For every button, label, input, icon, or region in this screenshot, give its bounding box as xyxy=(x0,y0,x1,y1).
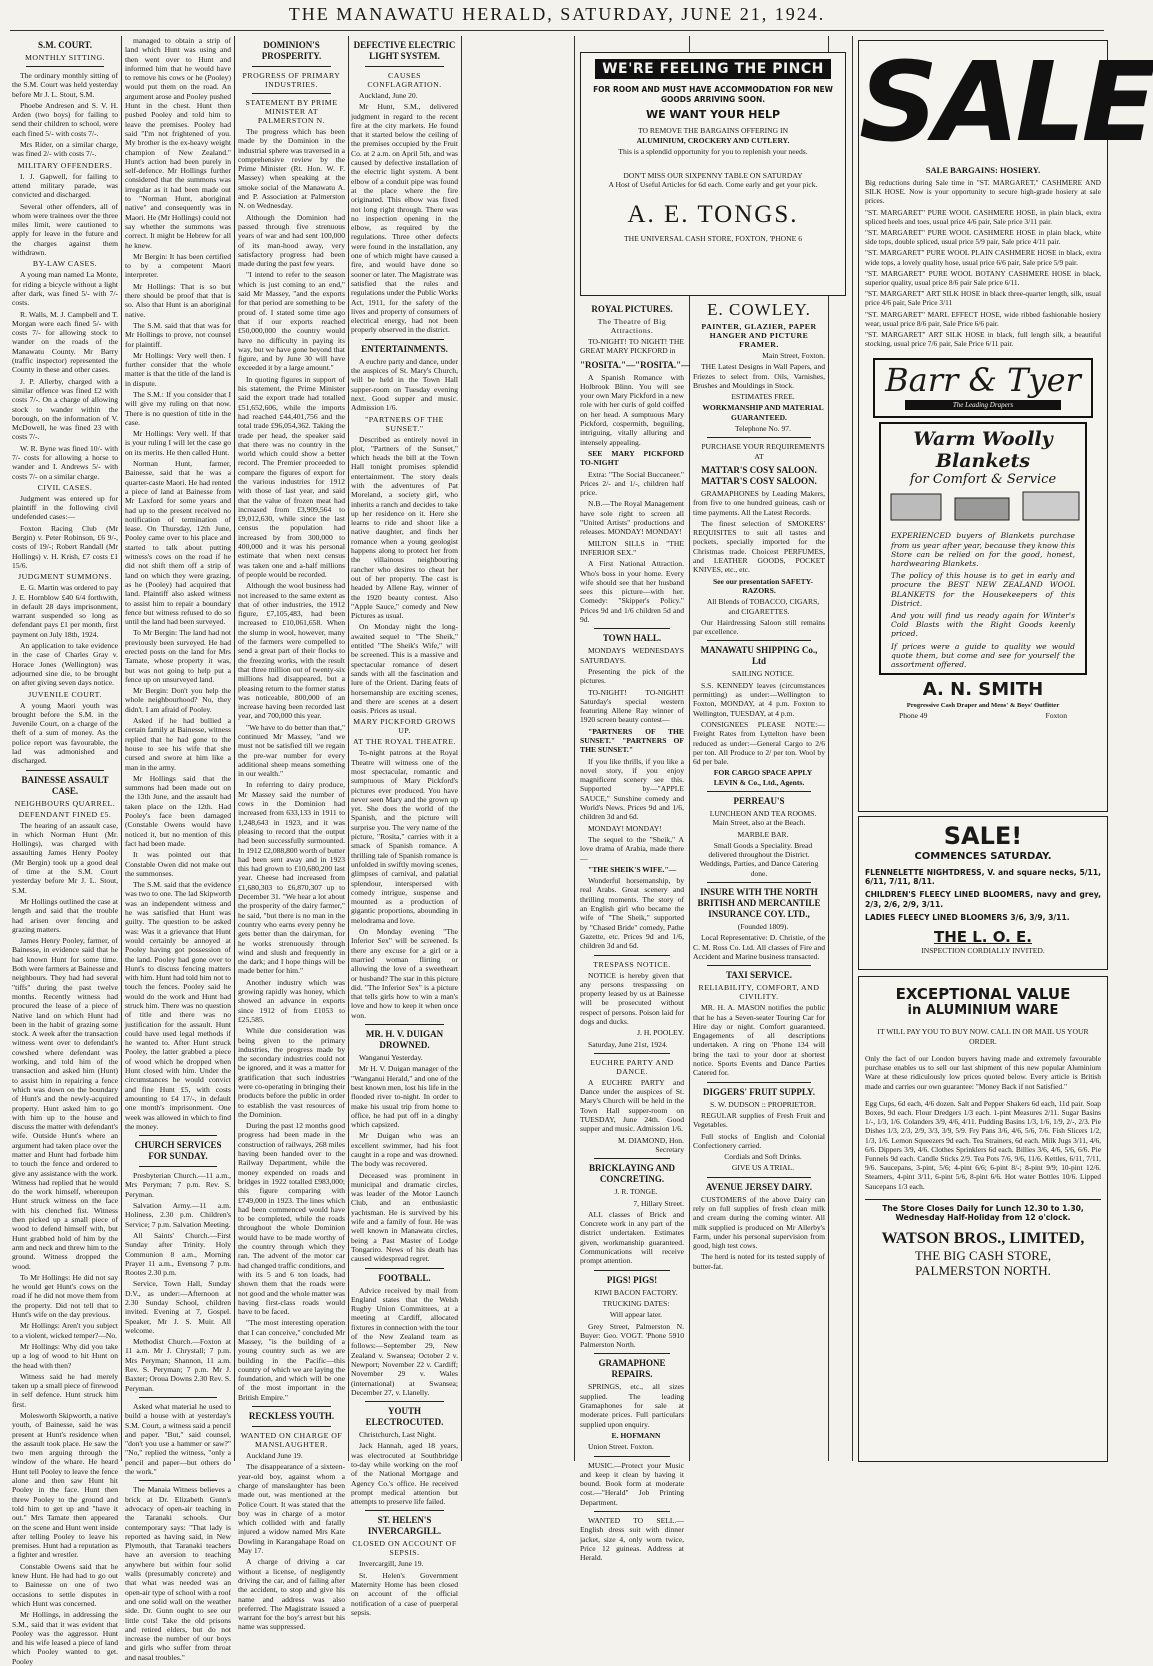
smith-contact xyxy=(859,711,1107,721)
paragraph: James Henry Pooley, farmer, of Bainesse, in evidence said that he had known Hunt for some time. Both were farmers at Bainesse and neighbours. They had had several "tiffs" during the past twelve months. Recently witness had procured the lease of a piece of Native land on which Hunt had been in the habit of grazing some stock. A week after the transaction witness went over to defendant's cowshed where defendant was working, and told him of the transaction and asked him (Hunt) to assist him in repairing a fence which was down on the boundary of Hunt's and the newly-acquired property. Hunt asked him to go with him up to the house and discuss the matter with defendant's wife. Outside Hunt's where an argument had taken place over the matter and Hunt had forbade him to touch the fence and ordered to give any assistance with the work. Witness had replied that he would do the work himself, whereupon Hunt struck witness on the face with his clenched fist. Witness then picked up a small piece of wood to defend himself with, but Hunt grabbed hold of him by the arm and neck and threw him to the ground. Witness dropped the wood. xyxy=(12,936,118,1271)
watson-title: EXCEPTIONAL VALUE xyxy=(895,985,1071,1003)
article-headline: PIGS! PIGS! xyxy=(606,1274,658,1285)
paragraph: Methodist Church.—Foxton at 11 a.m. Mr J. Chrystall; 7 p.m. Mrs Peryman; Shannon, 11 a.m. Rev. S. Peryman; 7 p.m. Mr J. Baxter; Oroua Downs 2.30 Rev. S. Peryman. xyxy=(125,1337,231,1393)
paragraph: SPRINGS, etc., all sizes supplied. The leading Gramaphones for sale at moderate prices. Full particulars supplied upon enquiry. xyxy=(580,1382,684,1429)
article-subhead: CLOSED ON ACCOUNT OF SEPSIS. xyxy=(352,1539,457,1558)
hosiery-item: "ST. MARGARET" ART SILK HOSE in black three-quarter length, silk, usual price 4/6 pair, Sale Price 3/11 xyxy=(865,289,1101,308)
section-heading: EUCHRE PARTY AND DANCE. xyxy=(590,1057,674,1076)
paragraph: A charge of driving a car without a license, of negligently driving the car, and of failing after the accident, to stop and give his name and address was also preferred. The Magistrate issued a warrant for the boy's arrest but his name was suppressed. xyxy=(238,1557,345,1632)
divider xyxy=(139,1166,217,1167)
column-rule xyxy=(121,36,122,1461)
divider xyxy=(252,1426,331,1427)
loe-commences: COMMENCES SATURDAY. xyxy=(914,851,1052,862)
divider xyxy=(707,965,811,966)
paragraph: Main Street, Foxton. xyxy=(762,351,825,360)
paragraph: I. J. Gapwell, for failing to attend military parade, was convicted and discharged. xyxy=(12,171,118,200)
section-heading: JUVENILE COURT. xyxy=(28,689,102,699)
column-rule xyxy=(234,36,235,1461)
paragraph: Service, Town Hall, Sunday D.V., as under:—Afternoon at 2.30 Sunday School, children invited. Evening at 7, Gospel. Speaker, Mr J. S. Muir. All welcome. xyxy=(125,1279,231,1335)
blanket-text: If prices were a guide to quality we would quote them, but come and see for yourself the assortment offered. xyxy=(891,641,1075,670)
paragraph: "PARTNERS OF THE SUNSET." "PARTNERS OF THE SUNSET." xyxy=(580,726,684,755)
paragraph: FOR CARGO SPACE APPLY LEVIN & Co., Ltd., Agents. xyxy=(713,768,813,787)
paragraph: TRUCKING DATES: xyxy=(602,1298,670,1308)
loe-item: CHILDREN'S FLEECY LINED BLOOMERS, navy and grey, 2/3, 2/6, 2/9, 3/11. xyxy=(865,890,1101,909)
tongs-name: A. E. TONGS. xyxy=(627,200,799,228)
film-title: "ROSITA."—"ROSITA."— xyxy=(580,359,691,370)
tongs-line: This is a splendid opportunity for you to replenish your needs. xyxy=(618,147,808,156)
paragraph: MR. H. A. MASON notifies the public that he has a Seven-seater Touring Car for Hire day or night. Comfort guaranteed. Engagements of all descriptions undertaken. A ring on 'Phone 134 will bring the taxi to your door at shortest notice. Sports Events and Dance Parties Catered for. xyxy=(693,1003,825,1078)
paragraph: An application to take evidence in the case of Charles Gray v. Horace Jones (Wellington) was adjourned sine die, to be brought on after giving seven days notice. xyxy=(12,641,118,688)
divider xyxy=(707,1082,811,1083)
paragraph: Mr Hollings: Very well then. I further consider that the whole matter is that the title of the land is in dispute. xyxy=(125,350,231,388)
divider xyxy=(594,955,670,956)
divider xyxy=(594,1158,670,1159)
paragraph: Mr Hollings: Why did you take up a log of wood to hit Hunt on the head with then? xyxy=(12,1341,118,1370)
paragraph: A Spanish Romance with Holbrook Blinn. You will see your own Mary Pickford in a new role with her curls of gold coiffed on her head. A sumptuous Mary Pickford, cospermith, beguiling, intriguing, vitally alluring and intensely appealing. xyxy=(580,372,684,447)
paragraph: Norman Hunt, farmer, Bainesse, said that he was a quarter-caste Maori. He had rented a piece of land at Bainesse from Mr Laxford for some years and had up to the present received no notification of termination of lease. On Thursday, 12th June, Pooley came over to his place and started to talk about putting witness's cows on the road if he did not shift them off a strip of land on which they were grazing, as he (Pooley) had acquired that land. Plaintiff also asked witness to assist him to repair a boundary fence but witness refused to do so until the land had been surveyed. xyxy=(125,459,231,627)
paragraph: E. G. Martin was ordered to pay J. E. Hornblow £40 6/4 forthwith, in default 28 days imprisonment, warrant suspended so long as defendant pays £1 per month, first payment on July 18th, 1924. xyxy=(12,583,118,639)
section-heading: MILITARY OFFENDERS. xyxy=(17,160,113,170)
column-rule xyxy=(461,36,462,1461)
divider xyxy=(707,1177,811,1178)
paragraph: Invercargill, June 19. xyxy=(359,1559,424,1569)
smith-town: Foxton xyxy=(1045,710,1067,720)
barr-tyer-logo xyxy=(873,358,1093,418)
blanket-box xyxy=(879,422,1087,675)
divider xyxy=(365,66,444,67)
divider xyxy=(365,1401,444,1402)
paragraph: Our Hairdressing Saloon still remains par excellence. xyxy=(693,617,825,637)
watson-hours: The Store Closes Daily for Lunch 12.30 to 1.30, Wednesday Half-Holiday from 12 o'clock. xyxy=(882,1203,1084,1223)
paragraph: "We have to do better than that," continued Mr Massey, "and we must not be satisfied till we regain the pre-war number for every additional sheep means something in our wealth." xyxy=(238,722,346,779)
paragraph: The sequel to the "Sheik," A love drama of Arabia, made there— xyxy=(580,834,684,863)
watson-sub: THE BIG CASH STORE, xyxy=(914,1247,1052,1263)
smith-phone: Phone 49 xyxy=(899,710,928,720)
tongs-line: A Host of Useful Articles for 6d each. Come early and get your pick. xyxy=(608,180,818,189)
paragraph: Mr Bergin: It has been certified to by a competent Maori interpreter. xyxy=(125,251,231,280)
article-subhead: MONTHLY SITTING. xyxy=(24,53,106,62)
article-headline: GRAMAPHONE REPAIRS. xyxy=(598,1358,666,1380)
blanket-pile xyxy=(1023,492,1079,520)
paragraph: While due consideration was being given to the primary industries, the progress made by the secondary industries could not be ignored, and it was a matter for gratification that such industries were co-operating in bringing their products before the public in order to establish the vast resources of the Dominion. xyxy=(238,1026,345,1119)
paragraph: Mr Hollings said that the summons had been made out on the 13th June, and the assault had taken place on the 12th. Had Pooley's face been damaged (Constable Owens would have noticed it, but no mention of this fact had been made. xyxy=(125,773,231,848)
paragraph: Advice received by mail from England states that the Welsh Rugby Union Committees, at a meeting at Cardiff, allocated fixtures in connection with the tour of the New Zealand team as follows:—September 29, New Zealand v. Swansea; October 2 v. Newport; November 22 v. Cardiff; November 29 v. Wales (international) at Swansea; December 27, v. Llanelly. xyxy=(351,1285,458,1397)
article-headline: FOOTBALL. xyxy=(378,1272,431,1283)
paragraph: Mr Duigan who was an excellent swimmer, had his foot caught in a rope and was drowned. The body was recovered. xyxy=(351,1131,458,1169)
hosiery-item: "ST. MARGARET" PURE WOOL CASHMERE HOSE, in plain black, extra spliced heels and toes, usual price 4/6 pair, Sale price 3/11 pair. xyxy=(865,207,1101,226)
column-6 xyxy=(693,300,825,1460)
paragraph: Wanganui Yesterday. xyxy=(359,1053,423,1063)
blanket-subtitle: for Comfort & Service xyxy=(909,472,1057,488)
paragraph: A EUCHRE PARTY and Dance under the auspices of St. Mary's Church will be held in the Town Hall supper-room on TUESDAY, June 24th. Good supper and music. Admission 1/6. xyxy=(580,1077,684,1134)
article-subhead: NEIGHBOURS QUARREL. xyxy=(14,798,116,808)
paragraph: A young Maori youth was brought before the S.M. in the Juvenile Court, on a charge of the theft of a sum of money. As the police report was favourable, the lad was admonished and discharged. xyxy=(12,700,118,766)
masthead xyxy=(0,4,1114,30)
paragraph: The disappearance of a sixteen-year-old boy, against whom a charge of manslaughter has been made out, was mentioned at the Police Court. It was stated that the boy was in charge of a motor which collided with and fatally injured a widow named Mrs Kate Dowling in Karangahape Road on May 17. xyxy=(238,1462,345,1556)
divider xyxy=(594,1353,670,1354)
paragraph: MONDAYS WEDNESDAYS SATURDAYS. xyxy=(580,646,684,665)
article-headline: AVENUE JERSEY DAIRY. xyxy=(705,1181,813,1192)
paragraph: Extra: "The Social Buccaneer." Prices 2/- and 1/-, children half price. xyxy=(580,469,684,498)
paragraph: A euchre party and dance, under the auspices of St. Mary's Church, will be held in the Town Hall supper-room on Tuesday evening next. Good supper and music. Admission 1/6. xyxy=(351,356,458,413)
newspaper-title: THE MANAWATU HERALD, SATURDAY, JUNE 21, 1924. xyxy=(288,4,826,24)
article-headline: TOWN HALL. xyxy=(602,633,662,644)
paragraph: Full stocks of English and Colonial Confectionery carried. xyxy=(693,1131,825,1150)
paragraph: M. DIAMOND, Hon. Secretary xyxy=(617,1135,684,1154)
divider xyxy=(594,1456,670,1457)
hosiery-list xyxy=(859,178,1107,348)
paragraph: S. W. DUDSON :: PROPRIETOR. xyxy=(710,1099,816,1109)
blanket-illustration xyxy=(885,488,1085,526)
hosiery-item: "ST. MARGARET" PURE WOOL PLAIN CASHMERE HOSE in black, extra wide tops, a lovely quality hose, usual price 6/6 pair, Sale price 5/9 pair. xyxy=(865,248,1101,267)
watson-name: WATSON BROS., LIMITED, xyxy=(881,1229,1085,1247)
paragraph: W. R. Byne was fined 10/- with 7/- costs for allowing a horse to wander and I. Andrews 5/- with costs 7/- on a similar charge. xyxy=(12,443,118,481)
column-rule xyxy=(574,36,575,1461)
paragraph: MARBLE BAR. xyxy=(737,829,789,839)
smith-trade: Progressive Cash Draper and Mens' & Boys' Outfitter xyxy=(906,702,1060,710)
paragraph: MONDAY! MONDAY! xyxy=(588,823,662,833)
tongs-line: TO REMOVE THE BARGAINS OFFERING IN xyxy=(637,126,789,135)
article-subhead: PROGRESS OF PRIMARY INDUSTRIES. xyxy=(242,71,341,89)
paragraph: To-night patrons at the Royal Theatre will witness one of the most spectacular, romantic and sumptuous of Mary Pickford's pictures ever produced. You have never seen Mary and the grown up yet. She does the world of the Spanish, and the picture will surprise you. The very name of the picture, "Rosita," carries with it a smack of Spanish romance. A thrilling tale of Spanish romance is unfolded in swiftly moving scenes, glimpses of carnival, and palatial splendour, interspersed with comedy intrigue, suspense and mounted as a production of gigantic proportions, abounding in melodrama and love. xyxy=(351,748,458,925)
paragraph: REGULAR supplies of Fresh Fruit and Vegetables. xyxy=(693,1110,825,1130)
hosiery-item: "ST. MARGARET" ART SILK HOSE in black, full length silk, a beautiful stocking, usual price 7/6 pair, Sale Price 6/11 pair. xyxy=(865,330,1101,349)
paragraph: Phoebe Andresen and S. V. H. Arden (two boys) for failing to send their children to school, were each fined 5/- with costs 7/-. xyxy=(12,100,118,138)
paragraph: A young man named La Monte, for riding a bicycle without a light after dark, was fined 5/- with 7/- costs. xyxy=(12,270,118,308)
paragraph: TO-NIGHT! TO NIGHT! THE GREAT MARY PICKFORD in xyxy=(580,337,684,356)
paragraph: SAILING NOTICE. xyxy=(731,669,794,679)
column-rule xyxy=(852,36,853,1461)
paragraph: J. R. TONGE. xyxy=(614,1187,658,1197)
blanket-pile xyxy=(891,494,941,520)
paragraph: Judgment was entered up for plaintiff in the following civil undefended cases:— xyxy=(12,493,118,522)
divider xyxy=(594,1511,670,1512)
paragraph: To Mr Hollings: He did not say he would get Hunt's cows on the road if he did not move them from the property. Did not tell that to Hunt's wife on the day previous. xyxy=(12,1272,118,1320)
paragraph: Mr Hollings outlined the case at length and said that the trouble had arisen over fencing and grazing matters. xyxy=(12,896,118,934)
paragraph: Witness said he had merely taken up a small piece of firewood in self defence. Hunt struck him first. xyxy=(12,1371,118,1409)
cowley-name: E. COWLEY. xyxy=(707,300,811,319)
divider xyxy=(365,1268,444,1269)
paragraph: E. HOFMANN xyxy=(611,1430,661,1440)
paragraph: The S.M. said that that was for Mr Hollings to prove, not counsel for plaintiff. xyxy=(125,320,231,349)
loe-sale: SALE! xyxy=(943,822,1023,850)
paragraph: The S.M.: If you consider that I will give my ruling on that now. There is no question of title in the case. xyxy=(125,389,231,427)
paragraph: Presbyterian Church.—11 a.m., Mrs Peryman; 7 p.m. Rev. S. Peryman. xyxy=(125,1171,231,1199)
article-headline: INSURE WITH THE NORTH BRITISH AND MERCANTILE INSURANCE COY. LTD., xyxy=(697,887,821,920)
loe-name: THE L. O. E. xyxy=(933,928,1033,947)
paragraph: Small Goods a Speciality. Bread delivered throughout the District. Weddings, Parties, and Dance Catering done. xyxy=(699,840,819,878)
masthead-rule xyxy=(10,30,1104,31)
divider xyxy=(252,93,331,94)
article-subhead: The Theatre of Big Attractions. xyxy=(597,317,667,335)
paragraph: Telephone No. 97. xyxy=(735,424,791,434)
tongs-address: THE UNIVERSAL CASH STORE, FOXTON, 'PHONE 6 xyxy=(623,233,802,243)
paragraph: GIVE US A TRIAL. xyxy=(731,1163,795,1173)
column-1 xyxy=(12,36,118,1666)
paragraph: MILTON SILLS in "THE INFERIOR SEX." xyxy=(580,538,684,557)
paragraph: Although the Dominion had passed through five strenuous years of war and had sent 100,000 of its man-hood away, very satisfactory progress had been made during the past few years. xyxy=(238,212,345,269)
paragraph: PURCHASE YOUR REQUIREMENTS AT xyxy=(701,442,825,461)
paragraph: Auckland June 19. xyxy=(246,1451,303,1461)
article-headline: PERREAU'S xyxy=(733,795,785,806)
paragraph: Mr Hunt, S.M., delivered judgment in regard to the recent fire at the city markets. He found that it started below the ceiling of the premises occupied by the Fruit Co. at 2 a.m. on April 5th, and was caused by defective installation of the electric light system. A bent elbow of a conduit pipe was found at the place where the fire originated. This elbow was fixed not long right through. There was no inspection opening in the elbow, as required by the regulations. Three other defects were found in the installation, any one of which might have caused a fire, and would have done so sooner or later. The Magistrate was satisfied that the rules and regulations under the Public Works Act, 1911, for the safety of the lives and property of consumers of electrical energy, had not been properly observed in the district. xyxy=(351,102,458,335)
paragraph: J. P. Allerby, charged with a similar offence was fined £2 with costs 7/-. On a charge of allowing stock to wander within the borough, on the information of V. McDowell, he was fined 23 with costs 7/-. xyxy=(12,376,118,442)
paragraph: Mr Hollings: Very well. If that is your ruling I will let the case go on its merits. He then called Hunt. xyxy=(125,429,231,457)
article-subhead: RELIABILITY, COMFORT, AND CIVILITY. xyxy=(698,983,820,1002)
article-headline: ENTERTAINMENTS. xyxy=(361,343,448,354)
paragraph: CUSTOMERS of the above Dairy can rely on full supplies of fresh clean milk and cream during the coming winter. All milk supplied is produced on Mr Allerby's Farm, under his personal supervision from good, high test cows. xyxy=(693,1194,825,1251)
paragraph: Salvation Army.—11 a.m. Holiness, 2.30 p.m. Children's Service; 7 p.m. Salvation Meeting. xyxy=(125,1201,231,1229)
watson-lead: IT WILL PAY YOU TO BUY NOW. CALL IN OR MAIL US YOUR ORDER. xyxy=(877,1027,1089,1046)
paragraph: The ordinary monthly sitting of the S.M. Court was held yesterday before Mr J. L. Stout, S.M. xyxy=(12,71,118,99)
paragraph: CONSIGNEES PLEASE NOTE:—Freight Rates from Lyttelton have been reduced as under:—General Cargo to 2/6 per ton. All Produce to 2/ per ton. Wool by 6d per bale. xyxy=(693,719,825,767)
paragraph: Asked if he had bullied a certain family at Bainesse, witness replied that he had gone to the house to see his wife that she cursed and swore at him like a man in the army. xyxy=(125,716,231,772)
paragraph: The progress which has been made by the Dominion in the industrial sphere was traversed in a comprehensive review by the Prime Minister (Rt. Hon. W. F. Massey) when speaking at the smoke social of the Manawatu A. and P. Association at Palmerston N. on Wednesday. xyxy=(238,127,345,211)
paragraph: Christchurch, Last Night. xyxy=(359,1430,437,1440)
paragraph: The Manaia Witness believes a brick at Dr. Elizabeth Gunn's advocacy of open-air teaching in the Taranaki schools. Our contemporary says: "That lady is reported as having said, in New Plymouth, that Taranaki teachers have an aversion to teaching anywhere but within four solid walls (presumably concrete) and that what was needed was an open-air type of school with a roof and one solid wall on the weather side. Dr. Gunn ought to see our little cots! Take the old prisons and retired elders, but do not increase the number of our boys and girls who suffer from throat and nasal troubles." xyxy=(125,1485,231,1662)
divider xyxy=(594,1053,670,1054)
paragraph: The hearing of an assault case, in which Norman Hunt (Mr. Hollings), was charged with assaulting James Henry Pooley (Mr Bergin) took up a good deal of time at the S.M. Court yesterday before Mr J. L. Stout, S.M. xyxy=(12,820,118,895)
paragraph: J. H. POOLEY. xyxy=(637,1028,684,1038)
paragraph: Presenting the pick of the pictures. xyxy=(580,666,684,686)
paragraph: To Mr Bergin: The land had not previously been surveyed. He had erected posts on the land for Mrs Tamate, whose property it was, but was not going to help put a fence up on unsurveyed land. xyxy=(125,628,231,684)
divider xyxy=(139,1135,217,1136)
paragraph: Auckland, June 20. xyxy=(359,91,418,100)
paragraph: Constable Owens said that he knew Hunt. He had had to go out to Bainesse on one of two occasions to settle disputes in which Hunt was concerned. xyxy=(12,1561,118,1608)
article-headline: TAXI SERVICE. xyxy=(725,970,793,981)
section-heading: TRESPASS NOTICE. xyxy=(593,959,671,969)
paragraph: Mr Hollings: That is so but there should be proof that that is so. Also that Hunt is an aboriginal native. xyxy=(125,281,231,319)
tongs-line: DON'T MISS OUR SIXPENNY TABLE ON SATURDAY xyxy=(623,170,803,180)
paragraph: Foxton Racing Club (Mr Bergin) v. Peter Robinson, £6 9/-, costs of 19/-; Robert Randall (Mr Hollings) v. H. Krish, £7 costs £1 15/6. xyxy=(12,523,118,570)
paragraph: Mr Hollings, in addressing the S.M., said that it was evident that Pooley was the aggressor. Hunt and his wife leased a piece of land which Pooley wanted to get. Pooley xyxy=(12,1610,118,1666)
paragraph: In quoting figures in support of his statement, the Prime Minister said the export trade had totalled £51,652,606, while the imports had reached £44,401,756 and the total trade £96,054,362. Taking the trade per head, the speaker said that there was no country in the world which could show a better record. The Premier proceeded to compare the figures of export for the various industries for 1912 with those of last year, and said that the value of frozen meat had increased from £3,909,564 to £9,012,630, while since the last census the population had increased by from 300,000 to 400,000 and it was his personal estimate that when next census was taken one and a-half millions of people would be recorded. xyxy=(238,374,345,579)
paragraph: The herd is noted for its tested supply of butter-fat. xyxy=(693,1252,825,1271)
divider xyxy=(252,66,331,67)
blanket-text: EXPERIENCED buyers of Blankets purchase from us year after year, because they know this Store can be relied on for the good, honest, hardwearing Blankets. xyxy=(891,531,1075,569)
section-heading: MARY PICKFORD GROWS UP. xyxy=(353,717,456,736)
paragraph: (Founded 1809). xyxy=(737,922,789,932)
paragraph: Jack Hannah, aged 18 years, was electrocuted at Southbridge to-day while working on the roof of the National Mortgage and Agency Co.'s office. He received prompt medical attention but attempts to preserve life failed. xyxy=(351,1441,458,1507)
paragraph: Grey Street, Palmerston N. Buyer: Geo. VOGT. 'Phone 5910 Palmerston North. xyxy=(580,1321,684,1350)
divider xyxy=(707,437,811,438)
paragraph: LUNCHEON AND TEA ROOMS. Main Street, also at the Beach. xyxy=(709,808,817,828)
article-headline: BAINESSE ASSAULT CASE. xyxy=(21,774,109,796)
paragraph: WORKMANSHIP AND MATERIAL GUARANTEED. xyxy=(702,403,824,422)
loe-invite: INSPECTION CORDIALLY INVITED. xyxy=(921,946,1045,956)
section-heading: CIVIL CASES. xyxy=(37,482,93,492)
article-headline: ROYAL PICTURES. xyxy=(591,304,673,314)
divider xyxy=(26,66,104,67)
column-2 xyxy=(125,36,231,1662)
hosiery-item: "ST. MARGARET" PURE WOOL CASHMERE HOSE in plain black, white side tops, double spliced, usual price 5/9 pair, Sale price 4/11 pair. xyxy=(865,228,1101,247)
blanket-text: And you will find us ready again for Winter's Cold Blasts with the Right Goods keenly priced. xyxy=(891,611,1075,639)
paragraph: All Blends of TOBACCO, CIGARS, and CIGARETTES. xyxy=(706,597,820,616)
divider xyxy=(139,1397,217,1398)
cowley-trade: PAINTER, GLAZIER, PAPER HANGER AND PICTURE FRAMER. xyxy=(701,322,817,349)
paragraph: The finest selection of SMOKERS' REQUISITES to suit all tastes and pockets, specially imported for the Christmas trade. Choicest PERFUMES, and LEATHER GOODS, POCKET KNIVES, etc., etc. xyxy=(693,518,825,575)
loe-item: LADIES FLEECY LINED BLOOMERS 3/6, 3/9, 3/11. xyxy=(865,912,1070,922)
hosiery-item: "ST. MARGARET" MARL EFFECT HOSE, wide ribbed fashionable hosiery wear, usual price 8/6 pair, Sale Price 6/6 pair. xyxy=(865,309,1101,328)
section-heading: BY-LAW CASES. xyxy=(32,259,98,269)
loe-advert xyxy=(858,816,1108,970)
watson-advert xyxy=(858,976,1108,1462)
divider xyxy=(365,339,444,340)
divider xyxy=(365,1510,444,1511)
column-3 xyxy=(238,36,346,1632)
paragraph: "I intend to refer to the season which is just coming to an end," said Mr Massey, "and the exports for that period are something to be proud of. I stated some time ago that if our exports reached £50,000,000 the country would have no difficulty in paying its way, but we have gone beyond that figure, and by June 30 will have exceeded it by a large amount." xyxy=(238,270,345,373)
divider xyxy=(252,1406,331,1407)
paragraph: S.S. KENNEDY leaves (circumstances permitting) as under:—Wellington to Foxton, MONDAY, at 4 p.m. Foxton to Wellington, TUESDAY, at 4 p.m. xyxy=(693,680,825,718)
section-heading: AT THE ROYAL THEATRE. xyxy=(353,737,456,747)
paragraph: On Monday night the long-awaited sequel to "The Sheik," entitled "The Sheik's Wife," will be screened. This is a massive and spectacular romance of desert sands with all the fascination and lure of the Orient. Daring feats of horsemanship are exciting scenes, and there are scenes at a desert oasis. Prices as usual. xyxy=(351,622,458,716)
logo-script: Barr & Tyer xyxy=(885,361,1081,400)
tongs-line: ALUMINIUM, CROCKERY AND CUTLERY. xyxy=(636,135,790,145)
paragraph: Mr Hollings: Aren't you subject to a violent, wicked temper?—No. xyxy=(12,1321,118,1340)
tongs-advert xyxy=(580,52,846,296)
article-headline: MR. H. V. DUIGAN DROWNED. xyxy=(365,1029,444,1051)
paragraph: Union Street. Foxton. xyxy=(588,1442,654,1452)
article-headline: DEFECTIVE ELECTRIC LIGHT SYSTEM. xyxy=(353,40,456,61)
paragraph: All Saints' Church.—First Sunday after Trinity. Holy Communion 8 a.m., Morning Prayer 11 a.m., Evensong 7 p.m. Rootes 2.30 p.m. xyxy=(125,1230,231,1278)
logo-tagline: The Leading Drapers xyxy=(905,400,1061,410)
divider xyxy=(594,1270,670,1271)
hosiery-title: SALE BARGAINS: HOSIERY. xyxy=(925,165,1041,175)
paragraph: Mrs Rider, on a similar charge, was fined 2/- with costs 7/-. xyxy=(12,140,118,159)
paragraph: On Monday evening "The Inferior Sex" will be screened. Is there any excuse for a girl or a married woman flirting or allowing the love of a sweetheart or husband? The star in this picture did. "The Inferior Sex" is a picture that tells girls how to win a man's love and how to keep it when once won. xyxy=(351,927,458,1020)
paragraph: During the past 12 months good progress had been made in the construction of railways, 268 miles having been handed over to the Railway Department, while the money expended on roads and bridges in 1922 totalled £983,000; this figure comparing with £749,000 in 1923. The lines which had been commenced would have to be completed, while the roads throughout the whole Dominion would have to be made worthy of the country through which they ran. The advent of the motor car had changed traffic conditions, and with its 5 and 6 ton loads, had shown them that the roads were not good and the whole matter was having first-class roads would have to be faced. xyxy=(238,1121,345,1317)
article-headline: MANAWATU SHIPPING Co., Ltd xyxy=(700,645,818,667)
divider xyxy=(594,628,670,629)
watson-paragraph: Only the fact of our London buyers having made and extremely favourable purchase enables us to sell our last shipment of this new popular Aluminium Ware at these ridiculously low prices quoted below. Every article is British made and carries our own guarantee: "Money Back if not Satisfied." xyxy=(865,1054,1101,1091)
paragraph: ESTIMATES FREE. xyxy=(731,392,795,402)
article-subhead: CAUSES CONFLAGRATION. xyxy=(367,71,442,89)
article-headline: DIGGERS' FRUIT SUPPLY. xyxy=(703,1086,815,1097)
paragraph: Cordials and Soft Drinks. xyxy=(724,1152,802,1162)
article-subhead: WANTED ON CHARGE OF MANSLAUGHTER. xyxy=(240,1431,343,1450)
divider xyxy=(707,640,811,641)
paragraph: Although the wool business had not increased to the same extent as that of other industries, the 1912 figure, £7,105,483, had been increased to £10,061,658. When the slump in wool, however, many of the farmers were compelled to send a great part of their flocks to the freezing works, with the result that three million out of twenty-six millions had disappeared, but a pleasing return to the former status was noticeable, 800,000 of an increase having been recorded last year, and 700,000 this year. xyxy=(238,581,345,721)
section-heading: JUDGMENT SUMMONS. xyxy=(18,572,112,582)
paragraph: SEE MARY PICKFORD TO-NIGHT xyxy=(580,448,684,468)
paragraph: Saturday, June 21st, 1924. xyxy=(588,1039,668,1049)
paragraph: See our presentation SAFETY-RAZORS. xyxy=(712,576,814,595)
article-subhead: DEFENDANT FINED £5. xyxy=(18,809,112,819)
article-headline: YOUTH ELECTROCUTED. xyxy=(365,1406,444,1428)
smith-advert xyxy=(858,38,1153,812)
paragraph: R. Walls, M. J. Campbell and T. Morgan were each fined 5/- with costs 7/- for allowing stock to wander on the roads of the Manawatu County. Mr Barry (traffic inspector) represented the County in these and other cases. xyxy=(12,309,118,375)
paragraph: Will appear later. xyxy=(609,1310,663,1320)
paragraph: Molesworth Skipworth, a native youth, of Bainesse, said he was present at Hunt's residence when the assault took place. He saw the two men arguing through the window of the whare. He heard Hunt tell Pooley to leave the fence alone and then saw Hunt hit Pooley in the face. Hunt then threw Pooley to the ground and told him to get up and "have it out." Mrs Tamate then appeared on the scene and Hunt went inside after telling Pooley to leave his premises. Hunt had a reputation as a fighter and wrestler. xyxy=(12,1411,118,1560)
section-heading: "PARTNERS OF THE SUNSET." xyxy=(365,414,444,433)
watson-sub: PALMERSTON NORTH. xyxy=(915,1262,1051,1278)
article-subhead: STATEMENT BY PRIME MINISTER AT PALMERSTON N. xyxy=(245,98,338,125)
paragraph: Another industry which was growing rapidly was honey, which showed an advance in exports since 1912 of from £1053 to £25,585. xyxy=(238,977,345,1024)
hosiery-item: "ST. MARGARET" PURE WOOL BOTANY CASHMERE HOSE in black, superior quality, usual price 8/6 pair Sale price 6/11. xyxy=(865,268,1101,288)
paragraph: If you like thrills, if you like a novel story, if you enjoy magnificent scenery see this. Supported by—"APPLE SAUCE," Sunshine comedy and World's News. Prices 9d and 1/6, children 3d and 6d. xyxy=(580,756,684,822)
article-headline: BRICKLAYING AND CONCRETING. xyxy=(589,1163,675,1185)
paragraph: A First National Attraction. Who's boss in your home. Every wife should see that her husband sees this picture—with her. Comedy: "Skipper's Policy." Prices 9d and 1/6 children 5d and 9d. xyxy=(580,559,684,625)
paragraph: In referring to dairy produce, Mr Massey said the number of cows in the Dominion had increased from 633,133 in 1911 to 1,248,643 in 1923, and it was pleasing to record that the output had been successfully surmounted. In 1912 £2,088,800 worth of butter had been sent away and in 1923 this had grown to £10,680,200 last year. Cheese had increased from £1,680,303 to £6,870,307 up to December 31. "We hear a lot about the prosperity of the dairy farmer," he said, "but there is no man in the country who earns every penny he gets better than the dairyman, for he works strenuously through wind and slush and frequently in the dark; and I hope things will be made better for him." xyxy=(238,780,345,976)
hosiery-item: Big reductions during Sale time in "ST. MARGARET," CASHMERE AND SILK HOSE. Now is your opportunity to secure high-grade hosiery at sale prices. xyxy=(865,178,1101,206)
article-headline: MATTAR'S COSY SALOON. MATTAR'S COSY SALOON. xyxy=(701,464,817,486)
paragraph: Asked what material he used to build a house with at yesterday's S.M. Court, a witness said a pencil and paper. "But," said counsel, "don't you use a hammer or saw?" "No," replied the witness, "only a pencil and paper—but others do the work." xyxy=(125,1401,231,1477)
paragraph: MUSIC.—Protect your Music and keep it clean by having it bound. Book form at moderate cost.—"Herald" Job Printing Department. xyxy=(580,1460,684,1507)
paragraph: Deceased was prominent in municipal and dramatic circles, was leader of the Motor Launch Club, and an enthusiastic yachtsman. He is survived by his wife and a family of four. He was well known in Manawatu circles, being a Past Master of Lodge Tongariro. News of his death has caused widespread regret. xyxy=(351,1170,458,1264)
divider xyxy=(707,791,811,792)
tongs-line: FOR ROOM AND MUST HAVE ACCOMMODATION FOR NEW GOODS ARRIVING SOON. xyxy=(593,85,833,104)
sale-logo: SALE xyxy=(859,38,1153,166)
article-headline: DOMINION'S PROSPERITY. xyxy=(261,40,322,61)
divider xyxy=(26,770,104,771)
paragraph: Described as entirely novel in plot, "Partners of the Sunset," which heads the bill at the Town Hall tonight promises splendid entertainment. The story deals with the adventures of Pat Moreland, a society girl, who inherits a ranch and decides to take up her residence on it. Here she learns to ride and shoot like a native daughter, and finds her romance when a young geologist happens along to protect her from the villainous neighbouring rancher who desires to cheat her out of her property. The cast is headed by Allene Ray, winner of the 1920 beauty contest. Also "Apple Sauce," comedy and New Pictures as usual. xyxy=(351,434,458,621)
paragraph: Several other offenders, all of whom were trainees over the three miles limit, were cautioned to apply for leave in the future and the charges against them withdrawn. xyxy=(12,201,118,258)
loe-item: FLENNELETTE NIGHTDRESS, V. and square necks, 5/11, 6/11, 7/11, 8/11. xyxy=(865,868,1101,887)
paragraph: managed to obtain a strip of land which Hunt was using and then went over to Hunt and informed him that he would have to remove his cows or he (Pooley) would put them on the road. An argument arose and Pooley pushed Hunt in the chest. Hunt then pushed Pooley and told him to leave the premises. Pooley had said "I'm not frightened of you. My brother is the ex-heavy weight champion of New Zealand." Hunt's action had been purely in self-defence. Mr Hollings further considered that the summons was irregular as it had been made out to "Norman Hunt, aboriginal native" and consequently was in Maori. He (Mr Hollings) could not say whether the summons was correct. It might be Hebrew for all he knew. xyxy=(125,36,231,250)
paragraph: It was pointed out that Constable Owen did not make out the summonses. xyxy=(125,850,231,878)
divider xyxy=(139,1480,217,1481)
paragraph: "The most interesting operation that I can conceive," concluded Mr Massey, "is the building of a young country such as we are building in the Pacific—this country of which we are laying the foundation, and which will be one of the most important in the British Empire." xyxy=(238,1318,345,1402)
paragraph: Mr Bergin: Don't you help the whole neighbourhood? No, they didn't. I am afraid of Pooley. xyxy=(125,686,231,714)
paragraph: St. Helen's Government Maternity Home has been closed on account of the official notification of a case of puerperal sepsis. xyxy=(351,1570,458,1617)
divider xyxy=(365,1024,444,1025)
paragraph: The S.M. said that the evidence was two to one. The lad Skipworth was an independent witness and he was satisfied that Hunt was guilty. The question to be asked was: Was it a grievance that Hunt would certainly be annoyed at Pooley having got possession of the land. Pooley had gone over to Hunt's to discuss fencing matters with him. Hunt had told him not to touch the fences. Pooley said he would do the work and Hunt had struck him. There was no question of title and there was no justification for the assault. Hunt could have used legal methods if he wanted to. After Hunt struck Pooley, the latter grabbed a piece of wood which he dropped when Hunt closed with him. Under the circumstances he would convict and fine Hunt £5, with costs amounting to £4 17/-, in default one month's imprisonment. One week was allowed in which to find the money. xyxy=(125,880,231,1131)
paragraph: TO-NIGHT! TO-NIGHT! Saturday's special western featuring Allene Ray winner of 1920 screen beauty contest— xyxy=(580,687,684,725)
divider xyxy=(707,882,811,883)
paragraph: ALL classes of Brick and Concrete work in any part of the district undertaken. Estimates given, workmanship guaranteed. Communications will receive prompt attention. xyxy=(580,1209,684,1266)
article-headline: RECKLESS YOUTH. xyxy=(248,1411,335,1422)
article-headline: S.M. COURT. xyxy=(37,40,93,50)
paragraph: THE Latest Designs in Wall Papers, and Friezes to select from. Oils, Varnishes, Brushes and Mouldings in Stock. xyxy=(693,362,825,390)
column-5 xyxy=(580,300,691,1563)
paragraph: Wonderful horsemanship, by real Arabs. Great scenery and thrilling moments. The story of an English girl who became the wife of "The Sheik," supported by "Chased Bride" comedy, Pathe Gazette, etc. Prices 9d and 1/6, children 3d and 6d. xyxy=(580,876,684,951)
article-headline: ST. HELEN'S INVERCARGILL. xyxy=(367,1515,442,1537)
paragraph: NOTICE is hereby given that any persons trespassing on property leased by us at Bainesse will be prosecuted without respect of persons. Poison laid for dogs and ducks. xyxy=(580,970,684,1026)
blanket-text: The policy of this house is to get in early and procure the BEST NEW ZEALAND WOOL BLANKETS for the Housekeepers of this District. xyxy=(891,571,1075,608)
blanket-title: Warm Woolly Blankets xyxy=(913,428,1053,473)
blanket-pile xyxy=(955,498,1009,520)
tongs-help: WE WANT YOUR HELP xyxy=(645,108,781,121)
column-4 xyxy=(351,36,458,1617)
paragraph: WANTED TO SELL.—English dress suit with dinner jacket, size 4, only worn twice, Price 12 guineas. Address at Herald. xyxy=(580,1515,684,1563)
paragraph: N.B.—The Royal Management have sole right to screen all "United Artists" productions and releases. MONDAY! MONDAY! xyxy=(580,499,684,537)
column-rule xyxy=(348,36,349,1461)
article-headline: CHURCH SERVICES FOR SUNDAY. xyxy=(134,1140,222,1162)
paragraph: GRAMAPHONES by Leading Makers, from five to one hundred guineas, cash or time payments. All the Latest Records. xyxy=(693,488,825,517)
paragraph: KIWI BACON FACTORY. xyxy=(594,1287,678,1297)
tongs-banner: WE'RE FEELING THE PINCH xyxy=(595,59,831,79)
watson-title: in ALUMINIUM WARE xyxy=(907,1003,1059,1018)
paragraph: 7, Hillary Street. xyxy=(633,1198,684,1208)
paragraph: Local Representative: D. Christie, of the C. M. Ross Co. Ltd. All classes of Fire and Accident and Marine business transacted. xyxy=(693,933,825,961)
paragraph: "THE SHEIK'S WIFE."— xyxy=(588,864,677,874)
smith-name: A. N. SMITH xyxy=(922,679,1044,701)
watson-price-list: Egg Cups, 6d each, 4/6 dozen. Salt and Pepper Shakers 6d each, 11d pair. Soap Boxes, 9d each. Flour Dredgers 1/3 each. 1-pint Measures 2/11. Sugar Basins 1/-, 1/3, 1/6. Colanders 3/9, 4/6, 4/11. Pudding Basins 1/3, 1/6, 1/9, 2/-, 2/3. Pie Dishes 1/3, 2/3, 2/9, 3/3, 3/9, 5/9. Fry Pans 3/6, 4/6, 5/6, 7/6. Fish Slicers 1/2, 1/3, 1/6. Lemon Squeezers 9d each. Tea Strainers, 6d each. Milk Jugs 3/11, 4/6, 6/6. Dippers 3/9, 4/6. Clothes Sprinklers 6d each. Billies 3/6, 4/6, 5/6, 6/6. Pie Funnels 9d each. Candle Sticks 2/9. Tea Pots 7/6, 9/6, 11/6. Kettles, 6/11, 7/11, 9/6. Saucepans, 3-pint, 5/6; 4-pint 6/6; 6-pint 8/-; 8-pint 9/9; 10-pint 12/6. Steamers, 4-pint 3/11, 6-pint 5/6, 8-pint 6/6. Hot water Bottles 10/6. Lipped Saucepans 1/3 each. xyxy=(865,1098,1101,1191)
paragraph: Mr H. V. Duigan manager of the "Wanganui Herald," and one of the best known men, lost his life in the flooded river to-night. In order to make his usual trip from home to office, he had put off in a dinghy which capsized. xyxy=(351,1064,458,1130)
